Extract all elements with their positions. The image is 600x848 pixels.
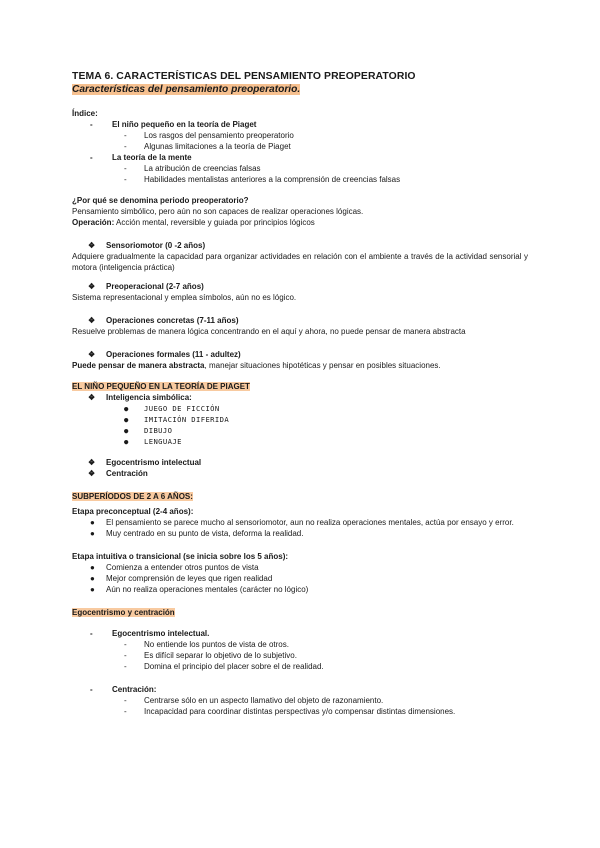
stage-title: ❖ Sensoriomotor (0 -2 años) <box>88 241 206 250</box>
index-subitem: - Algunas limitaciones a la teoría de Piaget <box>124 142 291 151</box>
stage-title: ❖ Preoperacional (2-7 años) <box>88 282 204 291</box>
egocentrism-subitem: - No entiende los puntos de vista de otros. <box>124 640 289 649</box>
section-heading: EL NIÑO PEQUEÑO EN LA TEORÍA DE PIAGET <box>72 382 250 391</box>
index-subitem: - Los rasgos del pensamiento preoperatorio <box>124 131 294 140</box>
egocentrism-item: ❖ Egocentrismo intelectual <box>88 458 202 467</box>
preconceptual-item: ● El pensamiento se parece mucho al sensoriomotor, aun no realiza operaciones mentales, actúa por ensayo y error. <box>90 518 514 527</box>
egocentrism-subitem: - Domina el principio del placer sobre el de realidad. <box>124 662 324 671</box>
symbolic-label: ❖ Inteligencia simbólica: <box>88 393 192 402</box>
section-heading: Egocentrismo y centración <box>72 608 175 617</box>
stage-text: Puede pensar de manera abstracta, manejar situaciones hipotéticas y pensar en posibles situaciones. <box>72 361 441 370</box>
why-question: ¿Por qué se denomina periodo preoperatorio? <box>72 196 249 205</box>
stage-title: ❖ Operaciones concretas (7-11 años) <box>88 316 239 325</box>
stage-text: Resuelve problemas de manera lógica concentrando en el aquí y ahora, no puede pensar de manera abstracta <box>72 327 466 336</box>
centration-subitem: - Incapacidad para coordinar distintas perspectivas y/o compensar distintas dimensiones. <box>124 707 456 716</box>
operation-definition: Operación: Acción mental, reversible y guiada por principios lógicos <box>72 218 315 227</box>
section-heading: SUBPERÍODOS DE 2 A 6 AÑOS: <box>72 492 193 501</box>
document-page <box>72 70 532 717</box>
intuitive-item: ● Mejor comprensión de leyes que rigen realidad <box>90 574 273 583</box>
index-subitem: - Habilidades mentalistas anteriores a la comprensión de creencias falsas <box>124 175 401 184</box>
page-subtitle: Características del pensamiento preoperatorio. <box>72 84 301 95</box>
centration-label: - Centración: <box>90 685 157 694</box>
preconceptual-item: ● Muy centrado en su punto de vista, deforma la realidad. <box>90 529 304 538</box>
symbolic-item: ● LENGUAJE <box>124 437 182 446</box>
symbolic-item: ● IMITACIÓN DIFERIDA <box>124 415 230 424</box>
egocentrism-subitem: - Es difícil separar lo objetivo de lo subjetivo. <box>124 651 297 660</box>
stage-title: ❖ Operaciones formales (11 - adultez) <box>88 350 241 359</box>
intuitive-item: ● Comienza a entender otros puntos de vista <box>90 563 259 572</box>
index-subitem: - La atribución de creencias falsas <box>124 164 261 173</box>
centration-item: ❖ Centración <box>88 469 148 478</box>
stage-text: Adquiere gradualmente la capacidad para organizar actividades en relación con el ambiente a través de la actividad sensorial y motora (inteligencia práctica) <box>72 252 528 272</box>
stage-text: Sistema representacional y emplea símbolos, aún no es lógico. <box>72 293 297 302</box>
index-label: Índice: <box>72 109 98 118</box>
symbolic-item: ● DIBUJO <box>124 426 173 435</box>
intuitive-label: Etapa intuitiva o transicional (se inicia sobre los 5 años): <box>72 552 289 561</box>
index-item: - La teoría de la mente <box>90 153 192 162</box>
page-title: TEMA 6. CARACTERÍSTICAS DEL PENSAMIENTO PREOPERATORIO <box>72 71 416 82</box>
symbolic-item: ● JUEGO DE FICCIÓN <box>124 404 220 413</box>
egocentrism-label: - Egocentrismo intelectual. <box>90 629 210 638</box>
intuitive-item: ● Aún no realiza operaciones mentales (carácter no lógico) <box>90 585 309 594</box>
index-item: - El niño pequeño en la teoría de Piaget <box>90 120 257 129</box>
centration-subitem: - Centrarse sólo en un aspecto llamativo del objeto de razonamiento. <box>124 696 384 705</box>
why-line: Pensamiento simbólico, pero aún no son capaces de realizar operaciones lógicas. <box>72 207 364 216</box>
preconceptual-label: Etapa preconceptual (2-4 años): <box>72 507 194 516</box>
